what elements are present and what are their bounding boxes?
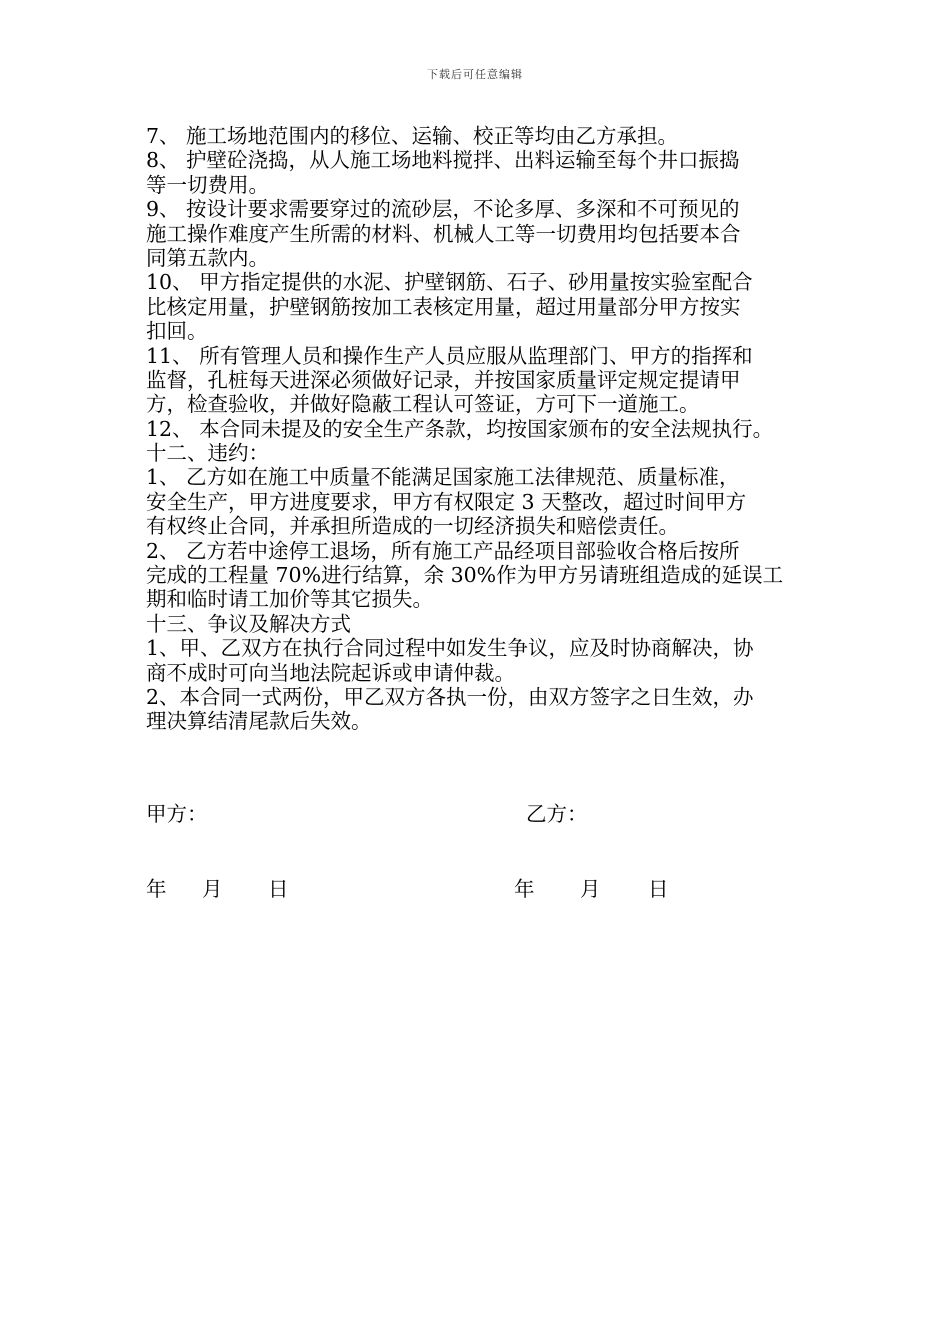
clause-line: 等一切费用。	[146, 172, 269, 197]
page-header: 下载后可任意编辑	[427, 68, 523, 81]
clause-line: 方，检查验收，并做好隐蔽工程认可签证，方可下一道施工。	[146, 392, 700, 417]
clause-line: 9、 按设计要求需要穿过的流砂层，不论多厚、多深和不可预见的	[146, 197, 740, 222]
clause-line: 扣回。	[146, 319, 208, 344]
section-heading-breach: 十二、违约：	[146, 441, 269, 466]
party-b-month: 月	[580, 877, 601, 901]
party-a-label: 甲方：	[146, 802, 208, 826]
clause-line: 同第五款内。	[146, 245, 269, 270]
clause-line: 监督，孔桩每天进深必须做好记录，并按国家质量评定规定提请甲	[146, 367, 741, 392]
party-b-day: 日	[648, 877, 669, 901]
section-heading-dispute: 十三、争议及解决方式	[146, 611, 351, 636]
party-b-year: 年	[514, 877, 535, 901]
clause-line: 10、 甲方指定提供的水泥、护壁钢筋、石子、砂用量按实验室配合	[146, 270, 753, 295]
clause-line: 8、 护壁砼浇捣，从人施工场地料搅拌、出料运输至每个井口振捣	[146, 148, 740, 173]
clause-line: 完成的工程量 70%进行结算，余 30%作为甲方另请班组造成的延误工	[146, 563, 784, 588]
clause-line: 1、甲、乙双方在执行合同过程中如发生争议，应及时协商解决，协	[146, 636, 754, 661]
clause-line: 期和临时请工加价等其它损失。	[146, 587, 433, 612]
clause-line: 1、 乙方如在施工中质量不能满足国家施工法律规范、质量标准，	[146, 465, 740, 490]
clause-line: 施工操作难度产生所需的材料、机械人工等一切费用均包括要本合	[146, 221, 741, 246]
clause-line: 理决算结清尾款后失效。	[146, 709, 372, 734]
clause-line: 11、 所有管理人员和操作生产人员应服从监理部门、甲方的指挥和	[146, 343, 753, 368]
clause-line: 2、本合同一式两份，甲乙双方各执一份，由双方签字之日生效，办	[146, 684, 754, 709]
clause-line: 7、 施工场地范围内的移位、运输、校正等均由乙方承担。	[146, 124, 679, 148]
party-a-month: 月	[202, 877, 223, 901]
clause-line: 商不成时可向当地法院起诉或申请仲裁。	[146, 660, 515, 685]
clause-line: 2、 乙方若中途停工退场，所有施工产品经项目部验收合格后按所	[146, 538, 740, 563]
party-a-day: 日	[268, 877, 289, 901]
clause-line: 比核定用量，护壁钢筋按加工表核定用量，超过用量部分甲方按实	[146, 294, 741, 319]
party-a-year: 年	[146, 877, 167, 901]
clause-line: 有权终止合同，并承担所造成的一切经济损失和赔偿责任。	[146, 514, 679, 539]
clause-line: 安全生产，甲方进度要求，甲方有权限定 3 天整改，超过时间甲方	[146, 489, 747, 514]
party-b-label: 乙方：	[526, 802, 588, 826]
contract-body	[146, 124, 826, 734]
clause-line: 12、 本合同未提及的安全生产条款，均按国家颁布的安全法规执行。	[146, 416, 774, 441]
